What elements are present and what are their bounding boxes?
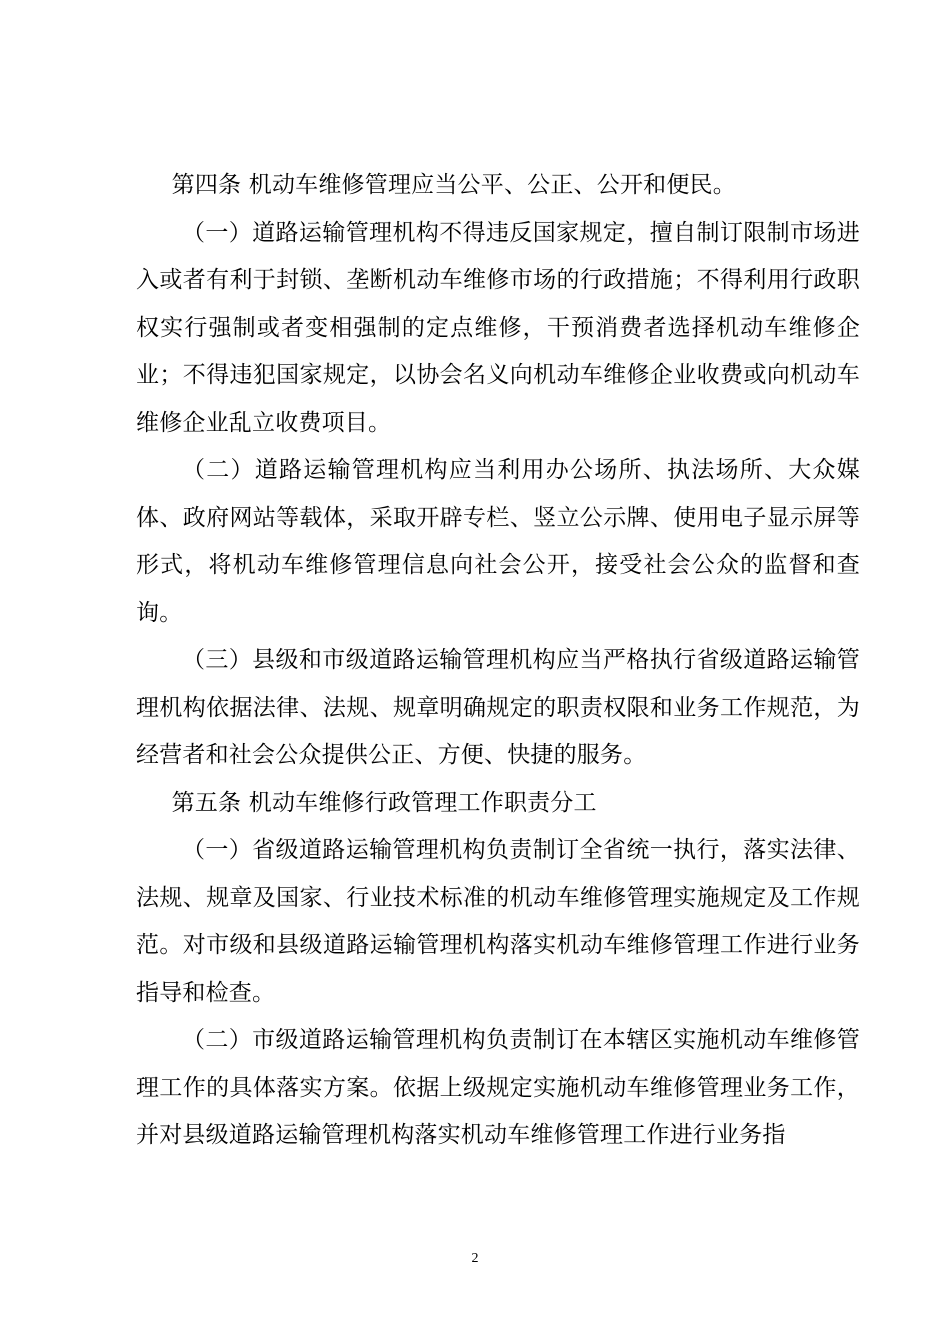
article-four-clause-2: （二）道路运输管理机构应当利用办公场所、执法场所、大众媒体、政府网站等载体，采取开辟专栏、竖立公示牌、使用电子显示屏等形式，将机动车维修管理信息向社会公开，接受社会公众的监督和查询。: [136, 457, 860, 626]
article-five-clause-2: （二）市级道路运输管理机构负责制订在本辖区实施机动车维修管理工作的具体落实方案。依据上级规定实施机动车维修管理业务工作，并对县级道路运输管理机构落实机动车维修管理工作进行业务指: [136, 1027, 860, 1148]
document-body: [136, 162, 860, 1160]
article-four-clause-1: （一）道路运输管理机构不得违反国家规定，擅自制订限制市场进入或者有利于封锁、垄断机动车维修市场的行政措施；不得利用行政职权实行强制或者变相强制的定点维修，干预消费者选择机动车维修企业；不得违犯国家规定，以协会名义向机动车维修企业收费或向机动车维修企业乱立收费项目。: [136, 219, 860, 436]
page-number: 2: [471, 1251, 479, 1266]
article-five-heading: 第五条 机动车维修行政管理工作职责分工: [171, 789, 597, 816]
article-four-heading: 第四条 机动车维修管理应当公平、公正、公开和便民。: [171, 172, 736, 198]
article-five-clause-1: （一）省级道路运输管理机构负责制订全省统一执行，落实法律、法规、规章及国家、行业技术标准的机动车维修管理实施规定及工作规范。对市级和县级道路运输管理机构落实机动车维修管理工作进行业务指导和检查。: [136, 837, 860, 1006]
article-four-clause-3: （三）县级和市级道路运输管理机构应当严格执行省级道路运输管理机构依据法律、法规、规章明确规定的职责权限和业务工作规范，为经营者和社会公众提供公正、方便、快捷的服务。: [136, 647, 860, 768]
